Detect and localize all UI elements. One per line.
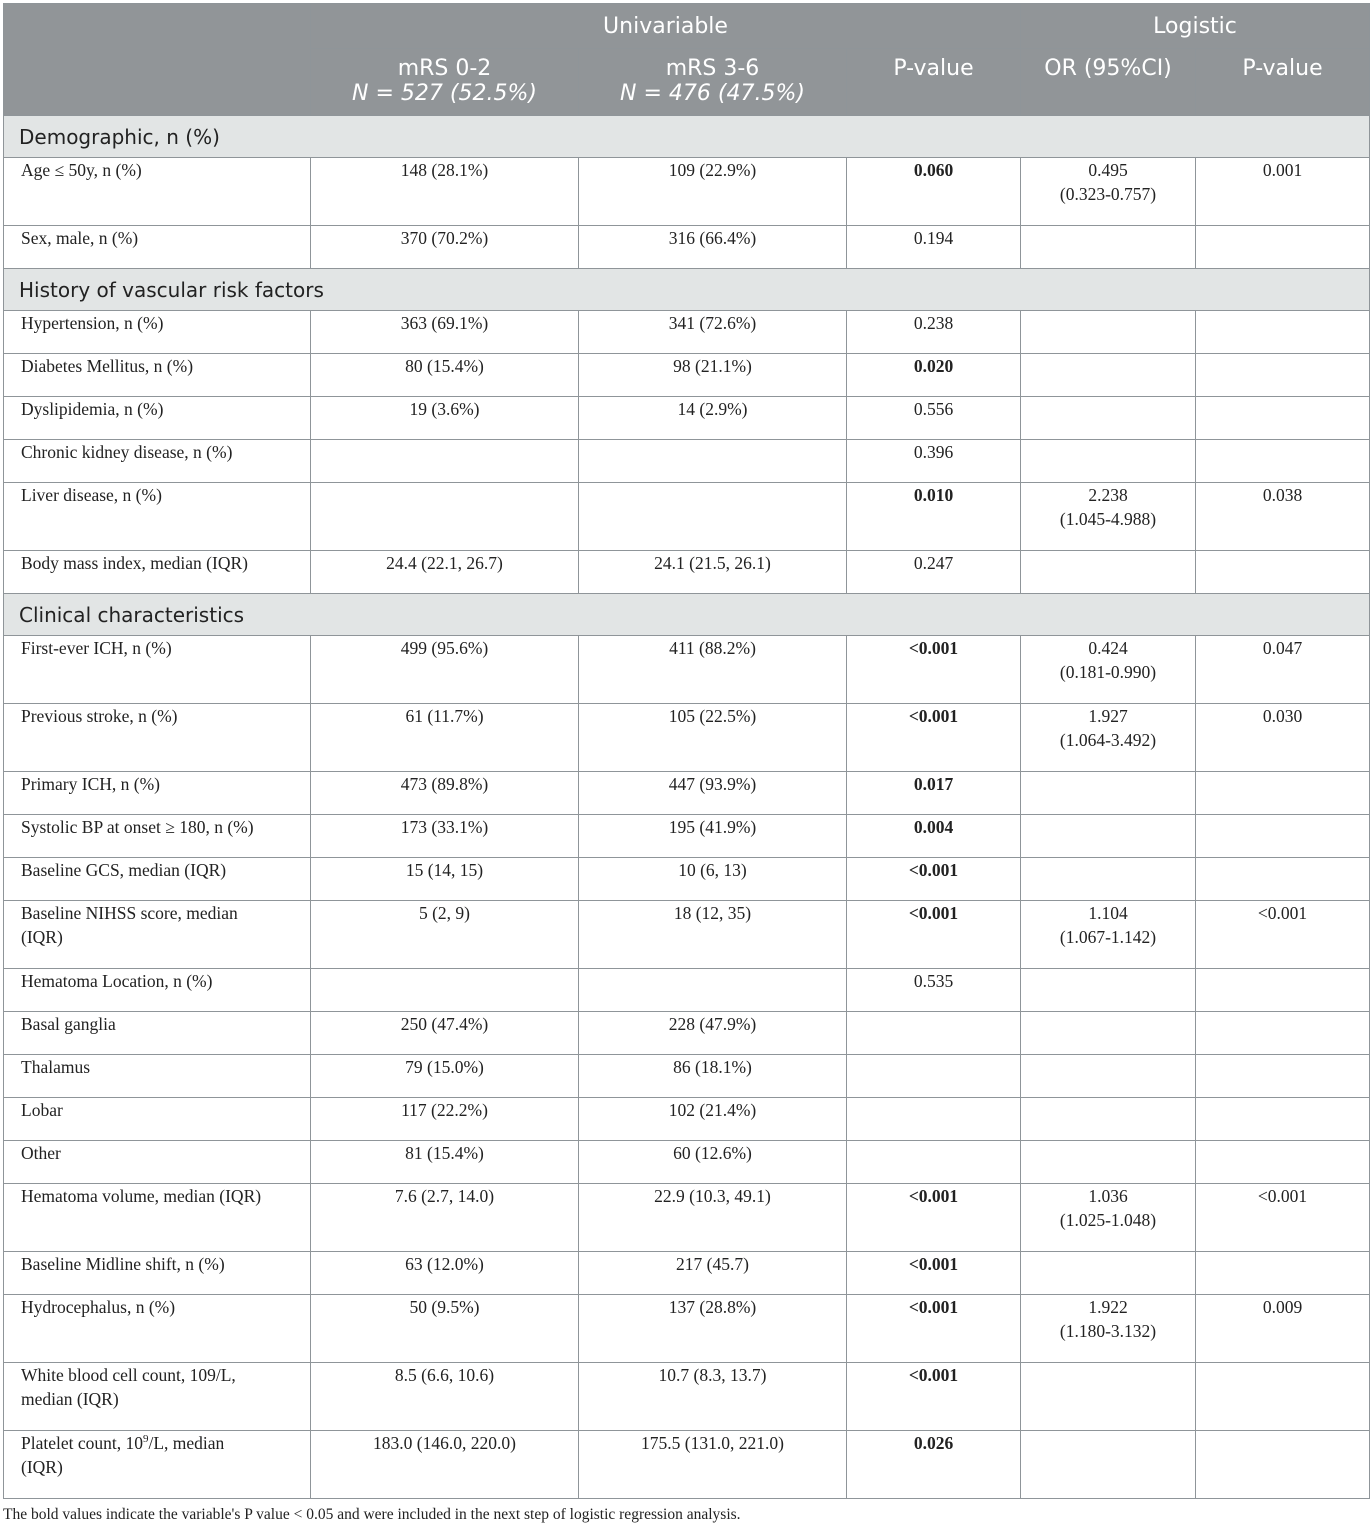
- table-row: [4, 158, 1370, 226]
- row-label: Systolic BP at onset ≥ 180, n (%): [4, 815, 311, 858]
- cell-pvalue: <0.001: [847, 1295, 1021, 1363]
- cell-pvalue: 0.194: [847, 226, 1021, 269]
- cell-or: [1021, 1012, 1196, 1055]
- or-value: 0.424: [1088, 638, 1128, 658]
- cell-mrs36: 341 (72.6%): [579, 311, 847, 354]
- cell-pvalue: <0.001: [847, 1252, 1021, 1295]
- table-row: [4, 354, 1370, 397]
- cell-pvalue: 0.247: [847, 551, 1021, 594]
- logistic-header: Logistic: [1021, 4, 1370, 49]
- cell-mrs36: 316 (66.4%): [579, 226, 847, 269]
- mrs02-header-line2: N = 527 (52.5%): [352, 81, 537, 106]
- cell-mrs36: 10.7 (8.3, 13.7): [579, 1363, 847, 1431]
- cell-logistic-pvalue: <0.001: [1196, 901, 1370, 969]
- cell-mrs36: 24.1 (21.5, 26.1): [579, 551, 847, 594]
- cell-pvalue: 0.010: [847, 483, 1021, 551]
- cell-mrs36: [579, 969, 847, 1012]
- row-label: Thalamus: [4, 1055, 311, 1098]
- cell-logistic-pvalue: [1196, 440, 1370, 483]
- row-label: [4, 1363, 311, 1431]
- row-label-line1: White blood cell count, 109/L,: [21, 1365, 236, 1385]
- cell-mrs02: 15 (14, 15): [311, 858, 579, 901]
- or-value: 1.104: [1088, 903, 1128, 923]
- or-ci: (1.180-3.132): [1059, 1321, 1157, 1341]
- cell-logistic-pvalue: [1196, 551, 1370, 594]
- results-table: [3, 3, 1370, 1499]
- cell-pvalue: 0.004: [847, 815, 1021, 858]
- cell-or: [1021, 1141, 1196, 1184]
- label-part: Platelet count, 10: [21, 1433, 143, 1453]
- cell-pvalue: 0.017: [847, 772, 1021, 815]
- cell-mrs02: 63 (12.0%): [311, 1252, 579, 1295]
- cell-mrs36: [579, 440, 847, 483]
- cell-pvalue: 0.020: [847, 354, 1021, 397]
- cell-or: [1021, 858, 1196, 901]
- cell-mrs02: 81 (15.4%): [311, 1141, 579, 1184]
- table-row: [4, 1252, 1370, 1295]
- mrs36-header: [579, 49, 847, 116]
- cell-mrs02: 19 (3.6%): [311, 397, 579, 440]
- mrs02-header-line1: mRS 0-2: [397, 56, 492, 81]
- row-label: [4, 901, 311, 969]
- row-label: First-ever ICH, n (%): [4, 636, 311, 704]
- cell-mrs02: 24.4 (22.1, 26.7): [311, 551, 579, 594]
- row-label: Diabetes Mellitus, n (%): [4, 354, 311, 397]
- cell-pvalue: 0.026: [847, 1431, 1021, 1499]
- table-row: [4, 1098, 1370, 1141]
- mrs36-header-line2: N = 476 (47.5%): [620, 81, 805, 106]
- cell-mrs36: 10 (6, 13): [579, 858, 847, 901]
- cell-mrs36: 102 (21.4%): [579, 1098, 847, 1141]
- cell-pvalue: <0.001: [847, 636, 1021, 704]
- or-ci: (1.045-4.988): [1059, 509, 1157, 529]
- table-row: [4, 226, 1370, 269]
- section-clinical: Clinical characteristics: [4, 594, 1370, 636]
- row-label-line1: [21, 1431, 302, 1455]
- cell-or: [1021, 1295, 1196, 1363]
- cell-mrs02: 473 (89.8%): [311, 772, 579, 815]
- cell-mrs36: 22.9 (10.3, 49.1): [579, 1184, 847, 1252]
- cell-logistic-pvalue: [1196, 1098, 1370, 1141]
- superscript: 9: [143, 1433, 149, 1446]
- table-row: [4, 969, 1370, 1012]
- table-row: [4, 311, 1370, 354]
- row-label: Sex, male, n (%): [4, 226, 311, 269]
- cell-mrs02: 183.0 (146.0, 220.0): [311, 1431, 579, 1499]
- cell-mrs02: 250 (47.4%): [311, 1012, 579, 1055]
- row-label: Liver disease, n (%): [4, 483, 311, 551]
- row-label: Primary ICH, n (%): [4, 772, 311, 815]
- row-label: [4, 1431, 311, 1499]
- cell-pvalue: [847, 1098, 1021, 1141]
- mrs36-header-line1: mRS 3-6: [665, 56, 760, 81]
- cell-or: [1021, 1184, 1196, 1252]
- cell-logistic-pvalue: [1196, 397, 1370, 440]
- cell-mrs02: 499 (95.6%): [311, 636, 579, 704]
- cell-mrs36: 98 (21.1%): [579, 354, 847, 397]
- cell-mrs02: 148 (28.1%): [311, 158, 579, 226]
- cell-logistic-pvalue: 0.001: [1196, 158, 1370, 226]
- cell-logistic-pvalue: [1196, 815, 1370, 858]
- table-row: [4, 704, 1370, 772]
- cell-pvalue: <0.001: [847, 1363, 1021, 1431]
- cell-mrs02: 363 (69.1%): [311, 311, 579, 354]
- cell-mrs36: 137 (28.8%): [579, 1295, 847, 1363]
- cell-logistic-pvalue: 0.047: [1196, 636, 1370, 704]
- cell-pvalue: [847, 1055, 1021, 1098]
- footnote: The bold values indicate the variable's P value < 0.05 and were included in the next step of logistic regression analysis.: [3, 1506, 741, 1523]
- cell-or: [1021, 1363, 1196, 1431]
- cell-mrs02: [311, 969, 579, 1012]
- row-label: Other: [4, 1141, 311, 1184]
- cell-mrs36: 14 (2.9%): [579, 397, 847, 440]
- cell-mrs02: 370 (70.2%): [311, 226, 579, 269]
- cell-mrs02: 173 (33.1%): [311, 815, 579, 858]
- cell-logistic-pvalue: [1196, 1055, 1370, 1098]
- cell-logistic-pvalue: [1196, 354, 1370, 397]
- cell-or: [1021, 483, 1196, 551]
- or-value: 1.922: [1088, 1297, 1128, 1317]
- or-ci: (1.067-1.142): [1059, 927, 1157, 947]
- cell-or: [1021, 1431, 1196, 1499]
- or-value: 0.495: [1088, 160, 1128, 180]
- table-row: [4, 1184, 1370, 1252]
- cell-or: [1021, 397, 1196, 440]
- cell-mrs36: [579, 483, 847, 551]
- cell-or: [1021, 901, 1196, 969]
- table-row: [4, 1295, 1370, 1363]
- cell-or: [1021, 551, 1196, 594]
- cell-pvalue: 0.396: [847, 440, 1021, 483]
- logistic-pvalue-header: P-value: [1196, 49, 1370, 116]
- cell-mrs36: 175.5 (131.0, 221.0): [579, 1431, 847, 1499]
- row-label: Previous stroke, n (%): [4, 704, 311, 772]
- label-part: /L, median: [148, 1433, 225, 1453]
- cell-pvalue: <0.001: [847, 901, 1021, 969]
- cell-or: [1021, 158, 1196, 226]
- cell-mrs36: 18 (12, 35): [579, 901, 847, 969]
- cell-mrs36: 60 (12.6%): [579, 1141, 847, 1184]
- row-label: Chronic kidney disease, n (%): [4, 440, 311, 483]
- cell-or: [1021, 311, 1196, 354]
- table-row: [4, 483, 1370, 551]
- cell-mrs36: 195 (41.9%): [579, 815, 847, 858]
- cell-mrs02: 8.5 (6.6, 10.6): [311, 1363, 579, 1431]
- cell-mrs36: 105 (22.5%): [579, 704, 847, 772]
- cell-logistic-pvalue: [1196, 969, 1370, 1012]
- row-label: Baseline GCS, median (IQR): [4, 858, 311, 901]
- cell-pvalue: 0.535: [847, 969, 1021, 1012]
- cell-logistic-pvalue: [1196, 226, 1370, 269]
- or-value: 1.036: [1088, 1186, 1128, 1206]
- table-row: [4, 1141, 1370, 1184]
- row-label: Baseline Midline shift, n (%): [4, 1252, 311, 1295]
- row-label: Hematoma Location, n (%): [4, 969, 311, 1012]
- table-row: [4, 440, 1370, 483]
- cell-mrs36: 109 (22.9%): [579, 158, 847, 226]
- table-row: [4, 901, 1370, 969]
- cell-logistic-pvalue: [1196, 858, 1370, 901]
- cell-mrs02: [311, 440, 579, 483]
- row-label: Hematoma volume, median (IQR): [4, 1184, 311, 1252]
- cell-mrs02: 50 (9.5%): [311, 1295, 579, 1363]
- cell-mrs36: 228 (47.9%): [579, 1012, 847, 1055]
- cell-pvalue: <0.001: [847, 1184, 1021, 1252]
- cell-logistic-pvalue: [1196, 772, 1370, 815]
- cell-or: [1021, 969, 1196, 1012]
- univariable-header: Univariable: [311, 4, 1021, 49]
- cell-mrs02: 61 (11.7%): [311, 704, 579, 772]
- row-label-line2: (IQR): [21, 1457, 63, 1477]
- cell-logistic-pvalue: 0.009: [1196, 1295, 1370, 1363]
- or-ci: (0.323-0.757): [1059, 184, 1157, 204]
- row-label: Basal ganglia: [4, 1012, 311, 1055]
- or-value: 1.927: [1088, 706, 1128, 726]
- section-demographic: Demographic, n (%): [4, 116, 1370, 158]
- cell-or: [1021, 354, 1196, 397]
- table-row: [4, 1012, 1370, 1055]
- cell-logistic-pvalue: [1196, 1252, 1370, 1295]
- mrs02-header: [311, 49, 579, 116]
- or-ci: (1.064-3.492): [1059, 730, 1157, 750]
- cell-pvalue: <0.001: [847, 858, 1021, 901]
- pvalue-header: P-value: [847, 49, 1021, 116]
- table-row: [4, 1431, 1370, 1499]
- table-row: [4, 1055, 1370, 1098]
- row-label-line2: (IQR): [21, 927, 63, 947]
- cell-pvalue: [847, 1012, 1021, 1055]
- cell-or: [1021, 815, 1196, 858]
- table-row: [4, 551, 1370, 594]
- table-row: [4, 1363, 1370, 1431]
- row-label: Age ≤ 50y, n (%): [4, 158, 311, 226]
- table-row: [4, 397, 1370, 440]
- cell-logistic-pvalue: [1196, 311, 1370, 354]
- cell-mrs36: 86 (18.1%): [579, 1055, 847, 1098]
- section-vascular: History of vascular risk factors: [4, 269, 1370, 311]
- table-row: [4, 858, 1370, 901]
- or-header: OR (95%CI): [1021, 49, 1196, 116]
- cell-logistic-pvalue: <0.001: [1196, 1184, 1370, 1252]
- cell-mrs02: 7.6 (2.7, 14.0): [311, 1184, 579, 1252]
- table-row: [4, 636, 1370, 704]
- cell-or: [1021, 226, 1196, 269]
- cell-or: [1021, 1055, 1196, 1098]
- row-label: Dyslipidemia, n (%): [4, 397, 311, 440]
- or-ci: (0.181-0.990): [1059, 662, 1157, 682]
- cell-mrs02: 80 (15.4%): [311, 354, 579, 397]
- cell-pvalue: 0.060: [847, 158, 1021, 226]
- table-row: [4, 772, 1370, 815]
- cell-mrs02: 117 (22.2%): [311, 1098, 579, 1141]
- cell-or: [1021, 772, 1196, 815]
- row-label: Hydrocephalus, n (%): [4, 1295, 311, 1363]
- cell-mrs36: 411 (88.2%): [579, 636, 847, 704]
- row-label: Lobar: [4, 1098, 311, 1141]
- cell-or: [1021, 704, 1196, 772]
- row-label: Hypertension, n (%): [4, 311, 311, 354]
- cell-pvalue: 0.556: [847, 397, 1021, 440]
- cell-pvalue: 0.238: [847, 311, 1021, 354]
- cell-or: [1021, 636, 1196, 704]
- cell-pvalue: [847, 1141, 1021, 1184]
- cell-or: [1021, 1252, 1196, 1295]
- cell-logistic-pvalue: 0.030: [1196, 704, 1370, 772]
- row-label: Body mass index, median (IQR): [4, 551, 311, 594]
- cell-mrs36: 217 (45.7): [579, 1252, 847, 1295]
- cell-or: [1021, 1098, 1196, 1141]
- cell-or: [1021, 440, 1196, 483]
- cell-logistic-pvalue: 0.038: [1196, 483, 1370, 551]
- cell-mrs02: 79 (15.0%): [311, 1055, 579, 1098]
- or-ci: (1.025-1.048): [1059, 1210, 1157, 1230]
- cell-pvalue: <0.001: [847, 704, 1021, 772]
- row-label-line2: median (IQR): [21, 1389, 119, 1409]
- or-value: 2.238: [1088, 485, 1128, 505]
- cell-logistic-pvalue: [1196, 1363, 1370, 1431]
- row-label-line1: Baseline NIHSS score, median: [21, 903, 238, 923]
- cell-mrs02: [311, 483, 579, 551]
- cell-logistic-pvalue: [1196, 1141, 1370, 1184]
- cell-mrs02: 5 (2, 9): [311, 901, 579, 969]
- cell-logistic-pvalue: [1196, 1012, 1370, 1055]
- corner-header: [4, 4, 311, 116]
- cell-mrs36: 447 (93.9%): [579, 772, 847, 815]
- cell-logistic-pvalue: [1196, 1431, 1370, 1499]
- table-row: [4, 815, 1370, 858]
